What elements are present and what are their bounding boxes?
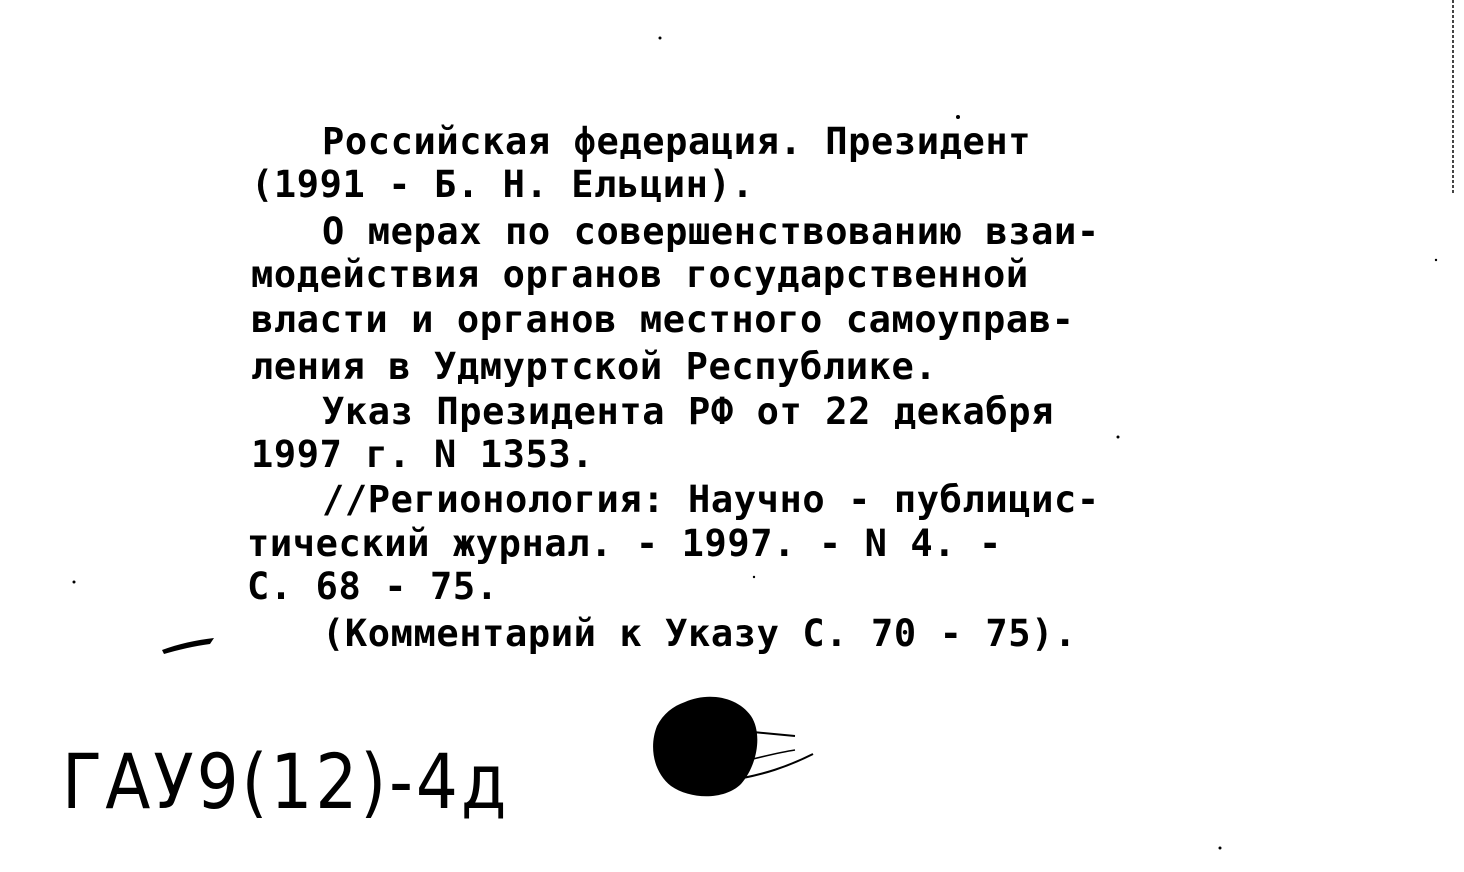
- source-line-2: тический журнал. - 1997. - N 4. -: [247, 522, 1002, 565]
- decree-line-1: Указ Президента РФ от 22 декабря: [322, 390, 1055, 433]
- source-line-3: С. 68 - 75.: [247, 565, 499, 608]
- source-line-1: //Регионология: Научно - публицис-: [322, 478, 1100, 521]
- title-line-4: ления в Удмуртской Республике.: [251, 345, 938, 388]
- title-line-1: О мерах по совершенствованию взаи-: [322, 210, 1100, 253]
- comment-line: (Комментарий к Указу С. 70 - 75).: [322, 612, 1077, 655]
- shelf-mark-handwritten: ГАУ9(12)-4д: [62, 738, 510, 827]
- decree-line-2: 1997 г. N 1353.: [251, 433, 595, 476]
- author-line-1: Российская федерация. Президент: [322, 120, 1032, 163]
- author-line-2: (1991 - Б. Н. Ельцин).: [251, 163, 755, 206]
- title-line-2: модействия органов государственной: [251, 253, 1029, 296]
- title-line-3: власти и органов местного самоуправ-: [251, 298, 1075, 341]
